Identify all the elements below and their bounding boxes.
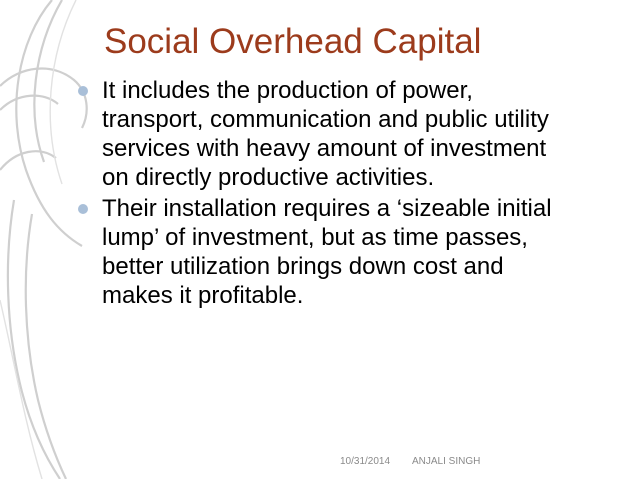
footer-date: 10/31/2014	[340, 456, 391, 467]
footer-author: ANJALI SINGH	[412, 456, 481, 467]
arc-small-2	[0, 96, 58, 110]
arc-outer-2	[34, 0, 62, 162]
bullet-text: It includes the production of power, transport, communication and public utility services with heavy amount of investment on directly productive activities.	[102, 77, 549, 191]
arc-small-3	[0, 151, 56, 170]
bullet-dot-icon	[78, 204, 88, 214]
bullet-text: Their installation requires a ‘sizeable initial lump’ of investment, but as time passes, better utilization brings down cost and makes it profitable.	[102, 195, 552, 309]
bullet-item	[72, 76, 632, 192]
bullet-item	[72, 194, 632, 310]
slide-footer	[0, 456, 638, 474]
arc-lower-1	[8, 200, 60, 479]
bullet-dot-icon	[78, 86, 88, 96]
bullet-list	[72, 76, 632, 312]
slide-title: Social Overhead Capital	[104, 22, 482, 61]
